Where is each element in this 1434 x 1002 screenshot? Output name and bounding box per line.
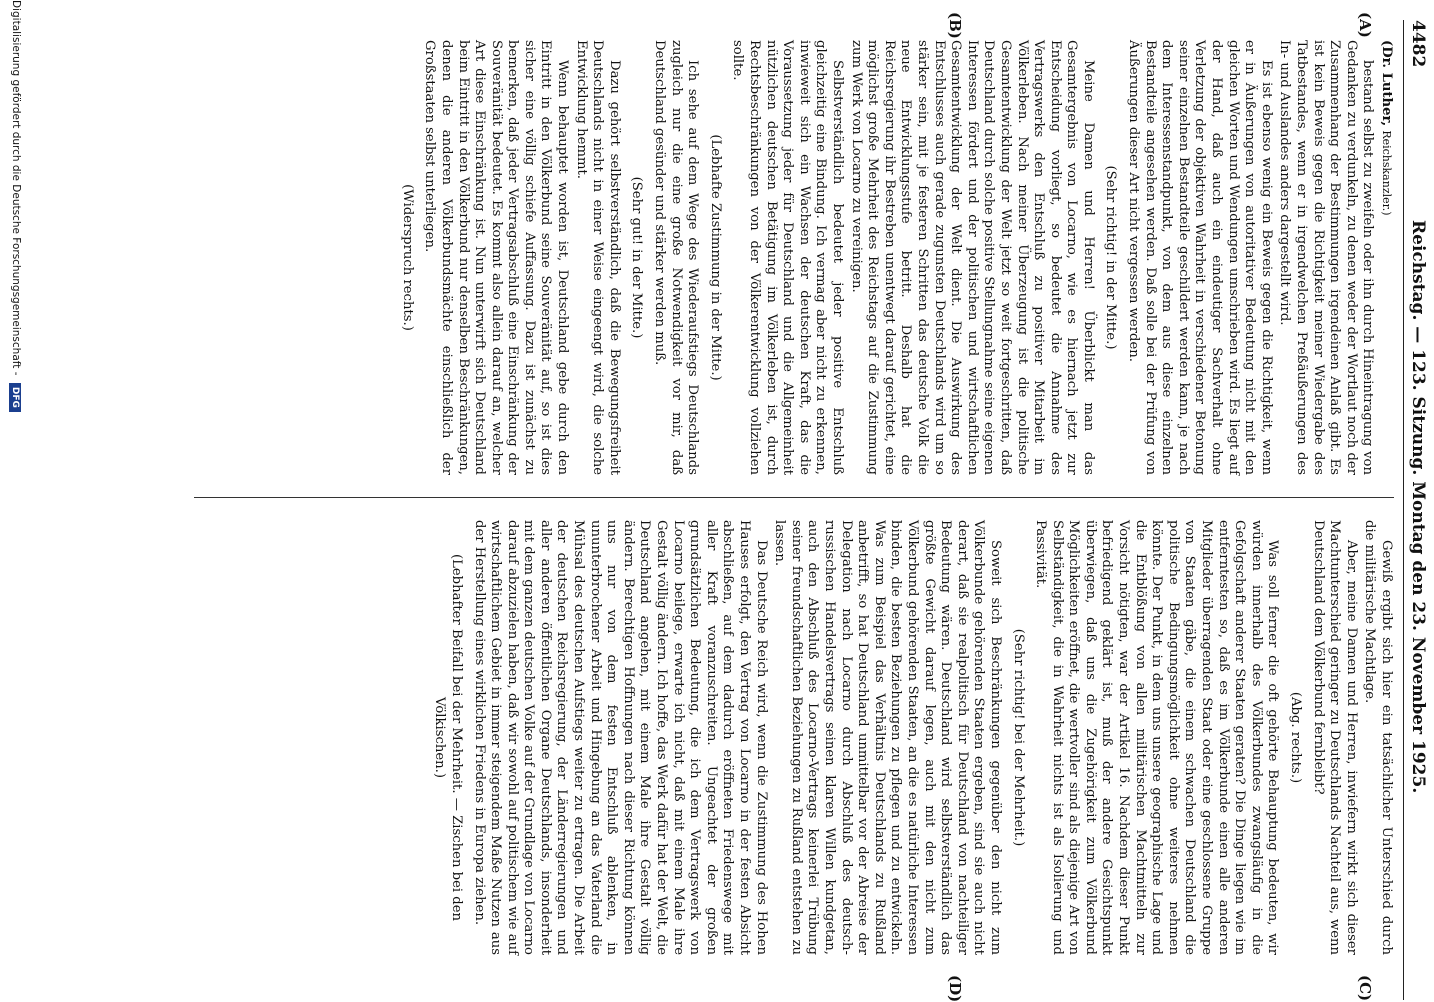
paragraph: Meine Damen und Herren! Überblickt man das Gesamtergebnis von Locarno, wie es hiernach jetzt zur Entscheidung vorliegt, so bedeutet die Annahme des Vertragswerks den Entschluß zu positiver Mitarbeit im Völkerleben. Nach meiner Überzeugung ist die politische Gesamtentwicklung der Welt jetzt so weit fortgeschritten, daß Deutschland durch solche positive Stellungnahme seine eigenen Interessen fördert und der politischen und wirtschaftlichen Gesamtentwicklung der Welt dient. Die Auswirkung des Entschlusses auch gerade zugunsten Deutschlands wird um so stärker sein, mit je festeren Schritten das deutsche Volk die neue Entwicklungsstufe betritt. Deshalb hat die Reichsregierung ihr Bestreben unentwegt darauf gerichtet, eine möglichst große Mehrheit des Reichstags auf die Zustimmung zum Werk von Locarno zu vereinigen. xyxy=(848,40,1096,475)
paragraph: Es ist ebenso wenig ein Beweis gegen die Richtigkeit, wenn er in Äußerungen von autoritativer Bedeutung nicht mit den gleichen Worten und Wendungen umschrieben wird. Es liegt auf der Hand, daß auch ein eindeutiger Sachverhalt ohne Verletzung der objektiven Wahrheit in verschiedener Betonung seiner einzelnen Bestandteile geschildert werden kann, je nach dem Interessenstandpunkt, von dem aus diese einzelnen Bestandteile angesehen werden. Daß solle bei der Prüfung von Äußerungen dieser Art nicht vergessen werden. xyxy=(1126,40,1274,475)
margin-mark-b: (B) xyxy=(946,12,964,39)
margin-mark-c: (C) xyxy=(1356,975,1374,1002)
page-number: 4482 xyxy=(1408,20,1428,68)
interjection: (Sehr richtig! in der Mitte.) xyxy=(1103,165,1119,350)
digitization-footer xyxy=(9,0,22,1000)
paragraph: Dazu gehört selbstverständlich, daß die Bewegungsfreiheit Deutschlands nicht in einer Weise eingeengt wird, die solche Entwicklung hemmt. xyxy=(573,40,622,475)
applause-note: (Lebhafter Beifall bei der Mehrheit. — Zischen bei den Völkischen.) xyxy=(432,553,464,922)
speaker-line xyxy=(1377,40,1394,475)
speaker-role: Reichskanzler.) xyxy=(1380,130,1393,216)
interjection: (Sehr richtig! bei der Mehrheit.) xyxy=(1010,628,1026,847)
left-column xyxy=(392,40,1394,475)
paragraph: Aber, meine Damen und Herren, inwiefern wirkt sich dieser Machtunterschied geringer zu Deutschlands Nachteil aus, wenn Deutschland dem Völkerbund fernbleibt? xyxy=(1310,520,1359,955)
right-column xyxy=(425,520,1394,955)
paragraph: Selbstverständlich bedeutet jeder positive Entschluß gleichzeitig eine Bindung. Ich vermag aber nicht zu erkennen, inwieweit sich ein Wachsen der deutschen Kraft, das die Voraussetzung jeder für Deutschland und die Allgemeinheit nützlichen deutschen Betätigung im Völkerleben ist, durch Rechtsbeschränkungen von der Völkerentwicklung vollziehen sollte. xyxy=(730,40,845,475)
margin-mark-d: (D) xyxy=(946,975,964,1002)
paragraph: Wenn behauptet worden ist, Deutschland gebe durch den Eintritt in den Völkerbund seine Souveränität auf, so ist dies sicher eine völlig schiefe Auffassung. Dazu ist zunächst zu bemerken, daß jeder Vertragsabschluß eine Einschränkung der Souveränität bedeutet. Es kommt also allein darauf an, welcher Art diese Einschränkung ist. Nun unterwirft sich Deutschland beim Eintritt in den Völkerbund nur denselben Beschränkungen, denen die anderen Völkerbundsmächte einschließlich der Großstaaten selbst unterliegen. xyxy=(422,40,571,475)
speaker-name: (Dr. Luther, xyxy=(1379,40,1394,127)
dfg-logo: DFG xyxy=(9,383,21,412)
paragraph: Was soll ferner die oft gehörte Behauptung bedeuten, wir würden innerhalb des Völkerbundes zwangsläufig in die Gefolgschaft anderer Staaten geraten? Die Dinge liegen wie im entferntesten so, daß es im Völkerbunde einen alle anderen Mitglieder überragenden Staat oder eine geschlossene Gruppe von Staaten gäbe, die einem schwachen Deutschland die politische Bedingungsmöglichkeit ohne weiteres nehmen könnte. Der Punkt, in dem uns unsere geographische Lage und die Entblößung von allen militärischen Machtmitteln zur Vorsicht nötigten, war der Artikel 16. Nachdem dieser Punkt befriedigend geklärt ist, muß der andere Gesichtspunkt überwiegen, daß uns die Zugehörigkeit zum Völkerbund Möglichkeiten eröffnet, die wertvoller sind als diejenige Art von Selbständigkeit, die in Wahrheit nichts ist als Isolierung und Passivität. xyxy=(1033,520,1281,955)
paragraph: bestand selbst zu zweifeln oder ihn durch Hineintragung von Gedanken zu verdunkeln, zu denen weder der Wortlaut noch der Zusammenhang der Bestimmungen irgendeinen Anlaß gibt. Es ist kein Beweis gegen die Richtigkeit meiner Wiedergabe des Tatbestandes, wenn er in irgendwelchen Preßäußerungen des In- und Auslandes anders dargestellt wird. xyxy=(1277,40,1376,475)
margin-mark-a: (A) xyxy=(1356,12,1374,38)
interjection: (Abg. rechts.) xyxy=(1288,691,1304,784)
footer-text: Digitalisierung gefördert durch die Deutsche Forschungsgemeinschaft - xyxy=(10,0,22,376)
header-rule xyxy=(1403,20,1404,1000)
paragraph: Das Deutsche Reich wird, wenn die Zustimmung des Hohen Hauses erfolgt, den Vertrag von Locarno in der festen Absicht abschließen, auf dem dadurch eröffneten Friedenswege mit aller Kraft voranzuschreiten. Ungeachtet der großen grundsätzlichen Bedeutung, die ich dem Vertragswerk von Locarno beilege, erwarte ich nicht, daß mit einem Male ihre Gestalt völlig ändern. Ich hoffe, das Werk dafür hat der Welt, die Deutschland angehen, mit einem Male ihre Gestalt völlig ändern. Berechtigen Hoffnungen nach dieser Richtung können uns nur von dem festen Entschluß ablenken, in ununterbrochener Arbeit und Hingebung an das Vaterland die Mühsal des deutschen Aufstiegs weiter zu ertragen. Die Arbeit der deutschen Reichsregierung, der Länderregierungen und aller anderen öffentlichen Organe Deutschlands, insonderheit mit dem ganzen deutschen Volke auf der Grundlage von Locarno darauf abzuzielen haben, daß wir sowohl auf politischem wie auf wirtschaftlichem Gebiet in immer steigendem Maße Nutzen aus der Herstellung eines wirklichen Friedens in Europa ziehen. xyxy=(471,520,769,955)
paragraph: Gewiß ergibt sich hier ein tatsächlicher Unterschied durch die militärische Machtlage. xyxy=(1362,520,1394,955)
interjection: (Widerspruch rechts.) xyxy=(399,184,415,331)
page-header xyxy=(1404,20,1428,1000)
interjection: (Sehr gut! in der Mitte.) xyxy=(629,176,645,339)
interjection: (Lebhafte Zustimmung in der Mitte.) xyxy=(707,134,723,381)
page-title: Reichstag. — 123. Sitzung. Montag den 23. November 1925. xyxy=(1408,220,1428,794)
paragraph: Ich sehe auf dem Wege des Wiederaufstiegs Deutschlands zugleich nur die eine große Notwendigkeit vor mir, daß Deutschland gesünder und stärker werden muß. xyxy=(652,40,701,475)
column-divider xyxy=(194,497,1394,498)
paragraph: Soweit sich Beschränkungen gegenüber den nicht zum Völkerbunde gehörenden Staaten ergeben, sind sie auch nicht derart, daß sie realpolitisch für Deutschland von nachteiliger Bedeutung wären. Deutschland wird selbstverständlich das größte Gewicht darauf legen, auch mit den nicht zum Völkerbund gehörenden Staaten, an die es natürliche Interessen binden, die besten Beziehungen zu pflegen und zu entwickeln. Was zum Beispiel das Verhältnis Deutschlands zu Rußland anbetrifft, so hat Deutschland unmittelbar vor der Abreise der Delegation nach Locarno durch Abschluß des deutsch-russischen Handelsvertrags seinen klaren Willen kundgetan, auch den Abschluß des Locarno-Vertrags keinerlei Trübung seiner freundschaftlichen Beziehungen zu Rußland entstehen zu lassen. xyxy=(772,520,1003,955)
